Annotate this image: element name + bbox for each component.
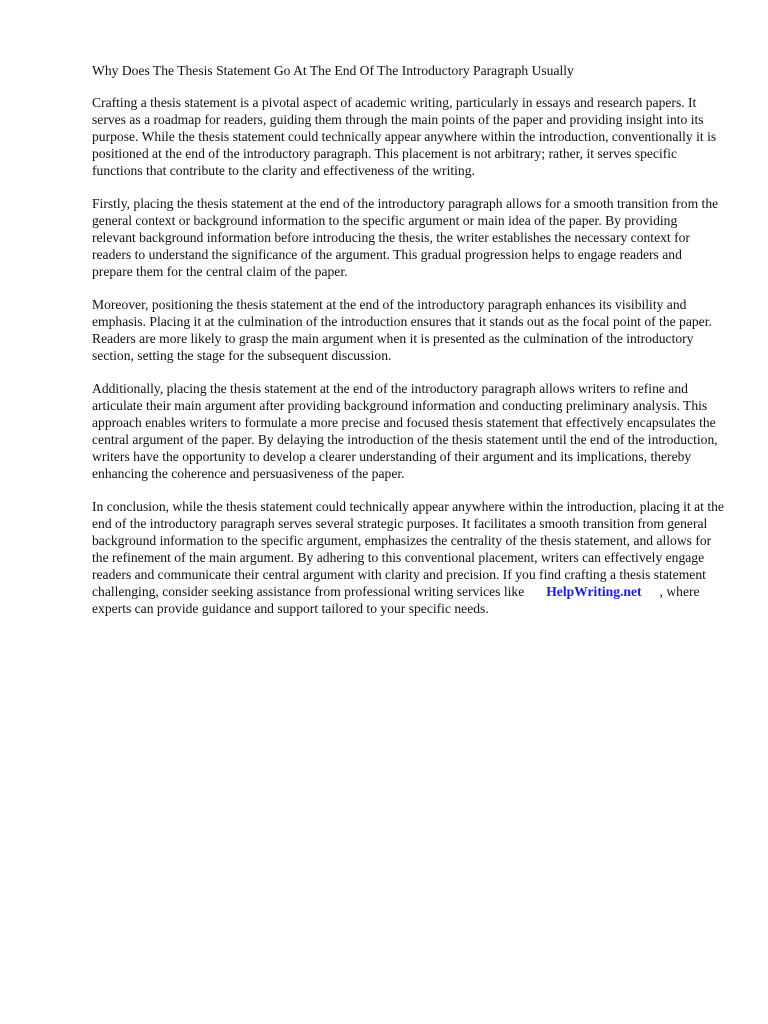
document-page [92, 62, 724, 633]
conclusion-text-after-link: , where experts can provide guidance and support tailored to your specific needs. [92, 584, 700, 616]
paragraph-moreover: Moreover, positioning the thesis statement at the end of the introductory paragraph enhances its visibility and emphasis. Placing it at the culmination of the introduction ensures that it stands out as the focal point of the paper. Readers are more likely to grasp the main argument when it is presented as the culmination of the introductory section, setting the stage for the subsequent discussion. [92, 297, 712, 363]
paragraph-additionally: Additionally, placing the thesis statement at the end of the introductory paragraph allows writers to refine and articulate their main argument after providing background information and conducting preliminary analysis. This approach enables writers to formulate a more precise and focused thesis statement that effectively encapsulates the central argument of the paper. By delaying the introduction of the thesis statement until the end of the introduction, writers have the opportunity to develop a clearer understanding of their argument and its implications, thereby enhancing the coherence and persuasiveness of the paper. [92, 381, 718, 481]
document-title: Why Does The Thesis Statement Go At The End Of The Introductory Paragraph Usually [92, 63, 574, 78]
paragraph-intro: Crafting a thesis statement is a pivotal aspect of academic writing, particularly in essays and research papers. It serves as a roadmap for readers, guiding them through the main points of the paper and providing insight into its purpose. While the thesis statement could technically appear anywhere within the introduction, conventionally it is positioned at the end of the introductory paragraph. This placement is not arbitrary; rather, it serves specific functions that contribute to the clarity and effectiveness of the writing. [92, 95, 717, 178]
conclusion-text-before-link: In conclusion, while the thesis statement could technically appear anywhere within the introduction, placing it at the end of the introductory paragraph serves several strategic purposes. It facilitates a smooth transition from general background information to the specific argument, emphasizes the centrality of the thesis statement, and allows for the refinement of the main argument. By adhering to this conventional placement, writers can effectively engage readers and communicate their central argument with clarity and precision. If you find crafting a thesis statement challenging, consider seeking assistance from professional writing services like [92, 499, 724, 599]
paragraph-firstly: Firstly, placing the thesis statement at the end of the introductory paragraph allows for a smooth transition from the general context or background information to the specific argument or main idea of the paper. By providing relevant background information before introducing the thesis, the writer establishes the necessary context for readers to understand the significance of the argument. This gradual progression helps to engage readers and prepare them for the central claim of the paper. [92, 196, 719, 279]
paragraph-conclusion [92, 498, 724, 617]
helpwriting-link[interactable]: HelpWriting.net [546, 584, 642, 599]
